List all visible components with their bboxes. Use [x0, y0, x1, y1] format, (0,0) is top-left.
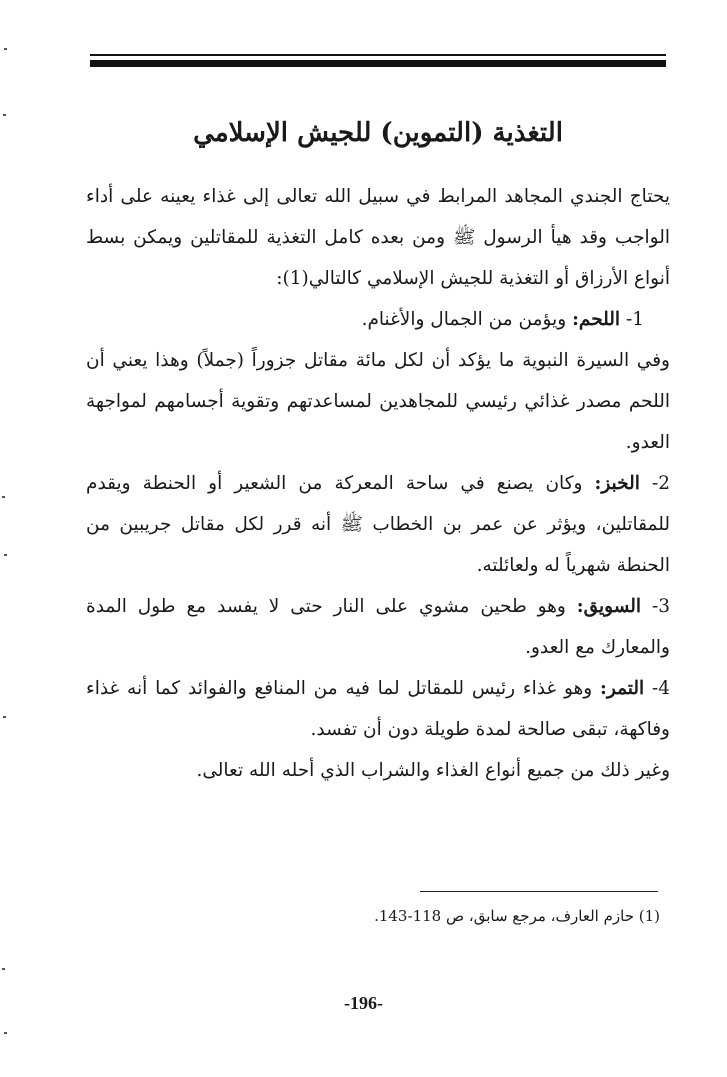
- item-number: 2-: [651, 473, 670, 494]
- footnote-rule: [420, 891, 658, 892]
- scan-speck: [3, 114, 6, 116]
- body-text: [86, 176, 670, 791]
- item-text: وهو طحين مشوي على النار حتى لا يفسد مع طول المدة والمعارك مع العدو.: [86, 596, 670, 658]
- scan-speck: [2, 496, 5, 498]
- closing-paragraph: وغير ذلك من جميع أنواع الغذاء والشراب الذي أحله الله تعالى.: [196, 760, 670, 781]
- list-item-dates: [86, 668, 670, 750]
- item-term: التمر:: [600, 678, 645, 699]
- item-text: وهو غذاء رئيس للمقاتل لما فيه من المنافع والفوائد كما أنه غذاء وفاكهة، تبقى صالحة لمدة طويلة دون أن تفسد.: [86, 678, 670, 740]
- item-number: 3-: [651, 596, 670, 617]
- scan-speck: [3, 716, 6, 718]
- item-term: اللحم:: [572, 309, 621, 330]
- item-number: 1-: [625, 309, 644, 330]
- page-number: -196-: [344, 993, 383, 1013]
- header-thick-rule: [90, 60, 666, 67]
- list-item-bread: [86, 463, 670, 586]
- list-item-meat: [86, 299, 670, 340]
- page-title: التغذية (التموين) للجيش الإسلامي: [193, 118, 563, 148]
- scan-speck: [4, 1032, 7, 1034]
- item-text: ويؤمن من الجمال والأغنام.: [361, 309, 573, 330]
- item-text: وكان يصنع في ساحة المعركة من الشعير أو الحنطة ويقدم للمقاتلين، ويؤثر عن عمر بن الخطاب ﷺ أنه قرر لكل مقاتل جريبين من الحنطة شهرياً له ولعائلته.: [86, 473, 670, 576]
- scan-speck: [2, 968, 5, 970]
- intro-paragraph: يحتاج الجندي المجاهد المرابط في سبيل الله تعالى إلى غذاء يعينه على أداء الواجب وقد هيأ الرسول ﷺ ومن بعده كامل التغذية للمقاتلين ويمكن بسط أنواع الأرزاق أو التغذية للجيش الإسلامي كالتالي(1):: [86, 186, 670, 289]
- scan-speck: [4, 48, 7, 50]
- header-thin-rule: [90, 54, 666, 56]
- item-term: الخبز:: [594, 473, 640, 494]
- item-term: السويق:: [576, 596, 642, 617]
- footnote: (1) حازم العارف، مرجع سابق، ص 118-143.: [374, 907, 660, 925]
- scan-speck: [4, 554, 7, 556]
- item-number: 4-: [651, 678, 670, 699]
- list-item-sawiq: [86, 586, 670, 668]
- meat-paragraph: وفي السيرة النبوية ما يؤكد أن لكل مائة مقاتل جزوراً (جملاً) وهذا يعني أن اللحم مصدر غذائي رئيسي للمجاهدين لمساعدتهم وتقوية أجسامهم لمواجهة العدو.: [86, 350, 670, 453]
